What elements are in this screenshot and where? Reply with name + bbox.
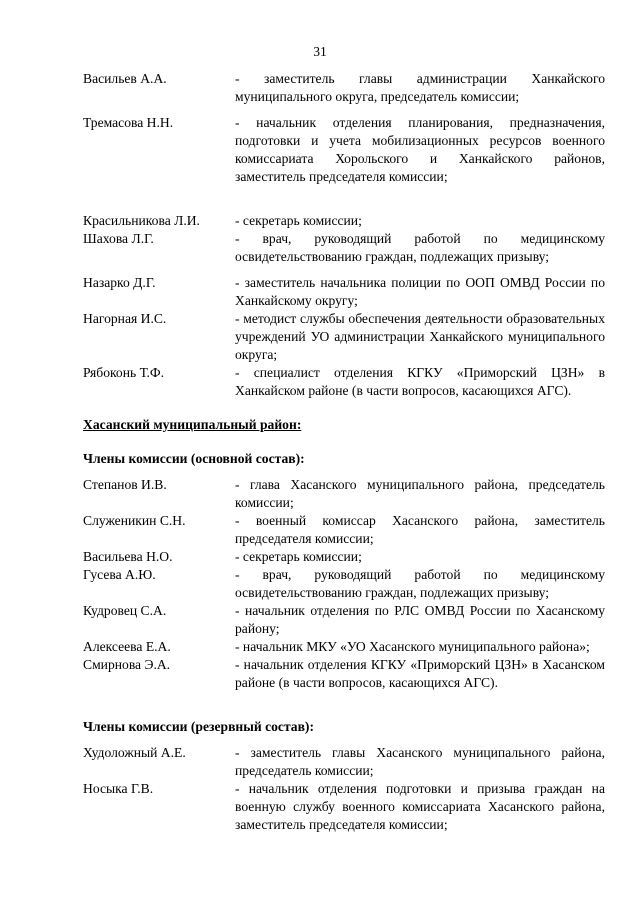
member-name: Назарко Д.Г. [83,275,156,290]
member-name: Рябоконь Т.Ф. [83,365,165,380]
member-row [83,602,605,638]
member-row [83,566,605,602]
member-row [83,512,605,548]
member-role: - начальник МКУ «УО Хасанского муниципального района»; [235,639,590,654]
member-name: Степанов И.В. [83,477,167,492]
member-role: - специалист отделения КГКУ «Приморский ЦЗН» в Ханкайском районе (в части вопросов, касающихся АГС). [235,365,605,398]
member-role: - начальник отделения подготовки и призыва граждан на военную службу военного комиссариата Хасанского района, заместитель председателя комиссии; [235,781,605,832]
member-role: - заместитель начальника полиции по ООП ОМВД России по Ханкайскому округу; [235,275,605,308]
member-row [83,364,605,400]
member-name: Смирнова Э.А. [83,657,171,672]
member-role: - методист службы обеспечения деятельности образовательных учреждений УО администрации Ханкайского муниципального округа; [235,311,605,362]
member-role: - глава Хасанского муниципального района, председатель комиссии; [235,477,605,510]
page-number: 31 [313,44,327,59]
member-row [83,310,605,364]
member-name: Гусева А.Ю. [83,567,156,582]
member-row [83,70,605,106]
member-name: Красильникова Л.И. [83,213,200,228]
member-row [83,230,605,266]
document-body [83,70,605,834]
member-name: Васильева Н.О. [83,549,173,564]
member-role: - врач, руководящий работой по медицинскому освидетельствованию граждан, подлежащих призыву; [235,231,605,264]
member-row [83,744,605,780]
member-name: Служеникин С.Н. [83,513,186,528]
member-name: Алексеева Е.А. [83,639,171,654]
member-name: Худоложный А.Е. [83,745,186,760]
member-role: - заместитель главы Хасанского муниципального района, председатель комиссии; [235,745,605,778]
member-role: - начальник отделения КГКУ «Приморский ЦЗН» в Хасанском районе (в части вопросов, касающихся АГС). [235,657,605,690]
member-name: Кудровец С.А. [83,603,167,618]
member-name: Нагорная И.С. [83,311,167,326]
member-row [83,212,605,230]
member-row [83,656,605,692]
member-row [83,114,605,186]
member-role: - секретарь комиссии; [235,213,362,228]
member-row [83,780,605,834]
member-role: - начальник отделения по РЛС ОМВД России по Хасанскому району; [235,603,605,636]
member-row [83,476,605,512]
member-name: Васильев А.А. [83,71,167,86]
reserve-composition-title: Члены комиссии (резервный состав): [83,719,314,734]
district-title: Хасанский муниципальный район: [83,417,302,432]
member-role: - военный комиссар Хасанского района, заместитель председателя комиссии; [235,513,605,546]
member-name: Носыка Г.В. [83,781,154,796]
main-composition-title: Члены комиссии (основной состав): [83,451,305,466]
member-row [83,274,605,310]
member-name: Шахова Л.Г. [83,231,154,246]
member-row [83,548,605,566]
member-role: - заместитель главы администрации Ханкайского муниципального округа, председатель комиссии; [235,71,605,104]
member-row [83,638,605,656]
member-role: - врач, руководящий работой по медицинскому освидетельствованию граждан, подлежащих призыву; [235,567,605,600]
member-role: - секретарь комиссии; [235,549,362,564]
member-name: Тремасова Н.Н. [83,115,174,130]
member-role: - начальник отделения планирования, предназначения, подготовки и учета мобилизационных ресурсов военного комиссариата Хорольского и Ханкайского районов, заместитель председателя комиссии; [235,115,605,184]
